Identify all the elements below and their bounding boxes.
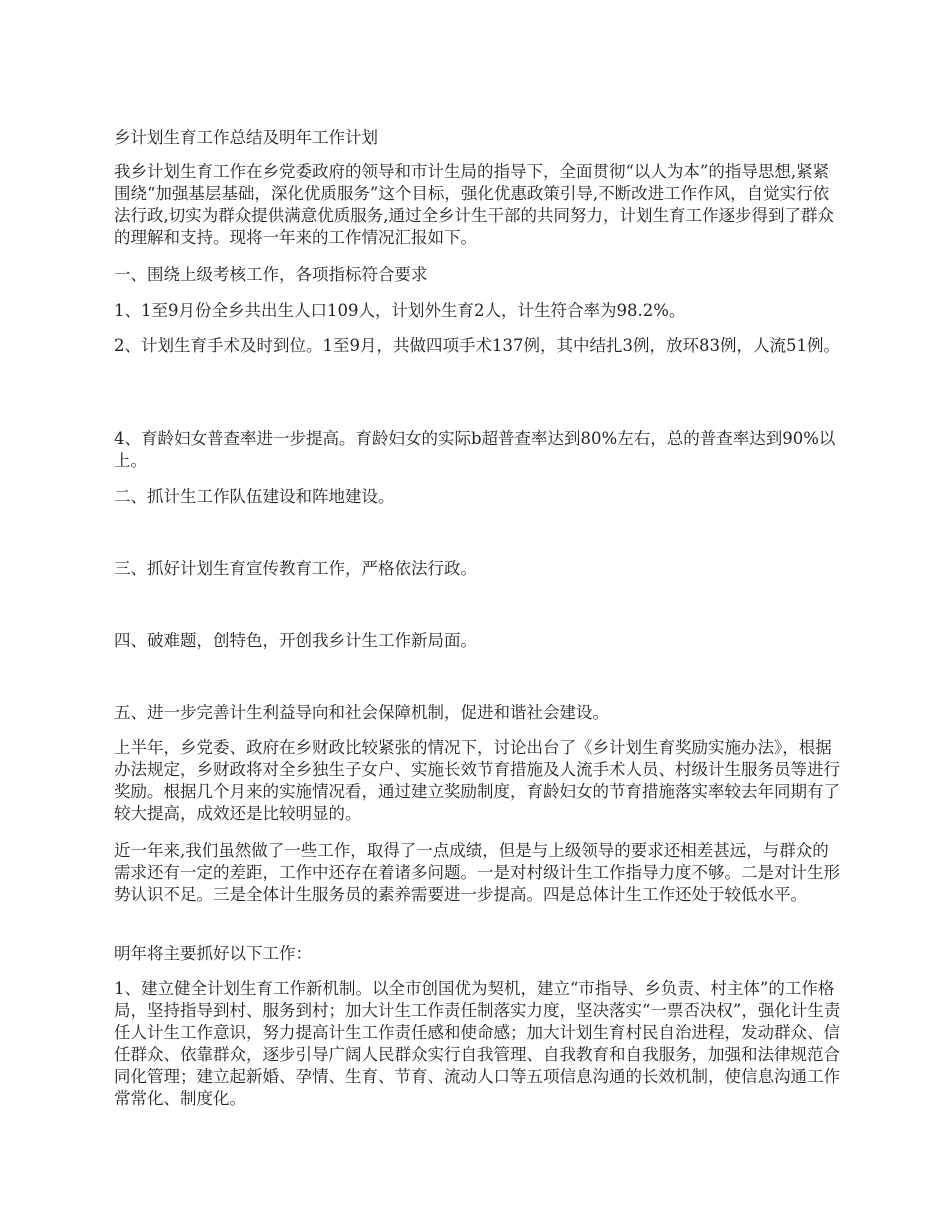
paragraph-item-1: 1、1至9月份全乡共出生人口109人，计划外生育2人，计生符合率为98.2%。 <box>114 301 686 320</box>
heading-next-year: 明年将主要抓好以下工作： <box>114 944 312 963</box>
heading-section-5: 五、进一步完善计生利益导向和社会保障机制，促进和谐社会建设。 <box>114 703 609 722</box>
paragraph-plan-1: 1、建立健全计划生育工作新机制。以全市创国优为契机，建立“市指导、乡负责、村主体”的工作格局，坚持指导到村、服务到村；加大计生工作责任制落实力度，坚决落实“一票否决权”，强化计生责任人计生工作意识，努力提高计生工作责任感和使命感；加大计划生育村民自治进程，发动群众、信任群众、依靠群众，逐步引导广阔人民群众实行自我管理、自我教育和自我服务，加强和法律规范合同化管理；建立起新婚、孕情、生育、节育、流动人口等五项信息沟通的长效机制，使信息沟通工作常常化、制度化。 <box>114 979 841 1108</box>
paragraph-problems: 近一年来,我们虽然做了一些工作，取得了一点成绩，但是与上级领导的要求还相差甚远，与群众的需求还有一定的差距，工作中还存在着诸多问题。一是对村级计生工作指导力度不够。二是对计生形势认识不足。三是全体计生服务员的素养需要进一步提高。四是总体计生工作还处于较低水平。 <box>114 841 840 904</box>
document-title: 乡计划生育工作总结及明年工作计划 <box>114 128 378 147</box>
heading-section-1: 一、围绕上级考核工作，各项指标符合要求 <box>114 265 428 284</box>
heading-section-2: 二、抓计生工作队伍建设和阵地建设。 <box>114 487 395 506</box>
heading-section-4: 四、破难题，创特色，开创我乡计生工作新局面。 <box>114 631 477 650</box>
paragraph-item-4: 4、育龄妇女普查率进一步提高。育龄妇女的实际b超普查率达到80%左右，总的普查率达到90%以上。 <box>114 429 836 470</box>
paragraph-item-2: 2、计划生育手术及时到位。1至9月，共做四项手术137例，其中结扎3例，放环83例，人流51例。 <box>114 336 840 355</box>
paragraph-intro: 我乡计划生育工作在乡党委政府的领导和市计生局的指导下，全面贯彻“以人为本”的指导思想,紧紧围绕“加强基层基础，深化优质服务”这个目标，强化优惠政策引导,不断改进工作作风，自觉实行依法行政,切实为群众提供满意优质服务,通过全乡计生干部的共同努力，计划生育工作逐步得到了群众的理解和支持。现将一年来的工作情况汇报如下。 <box>114 162 834 247</box>
heading-section-3: 三、抓好计划生育宣传教育工作，严格依法行政。 <box>114 559 477 578</box>
paragraph-rewards: 上半年，乡党委、政府在乡财政比较紧张的情况下，讨论出台了《乡计划生育奖励实施办法》，根据办法规定，乡财政将对全乡独生子女户、实施长效节育措施及人流手术人员、村级计生服务员等进行奖励。根据几个月来的实施情况看，通过建立奖励制度，育龄妇女的节育措施落实率较去年同期有了较大提高，成效还是比较明显的。 <box>114 738 840 823</box>
